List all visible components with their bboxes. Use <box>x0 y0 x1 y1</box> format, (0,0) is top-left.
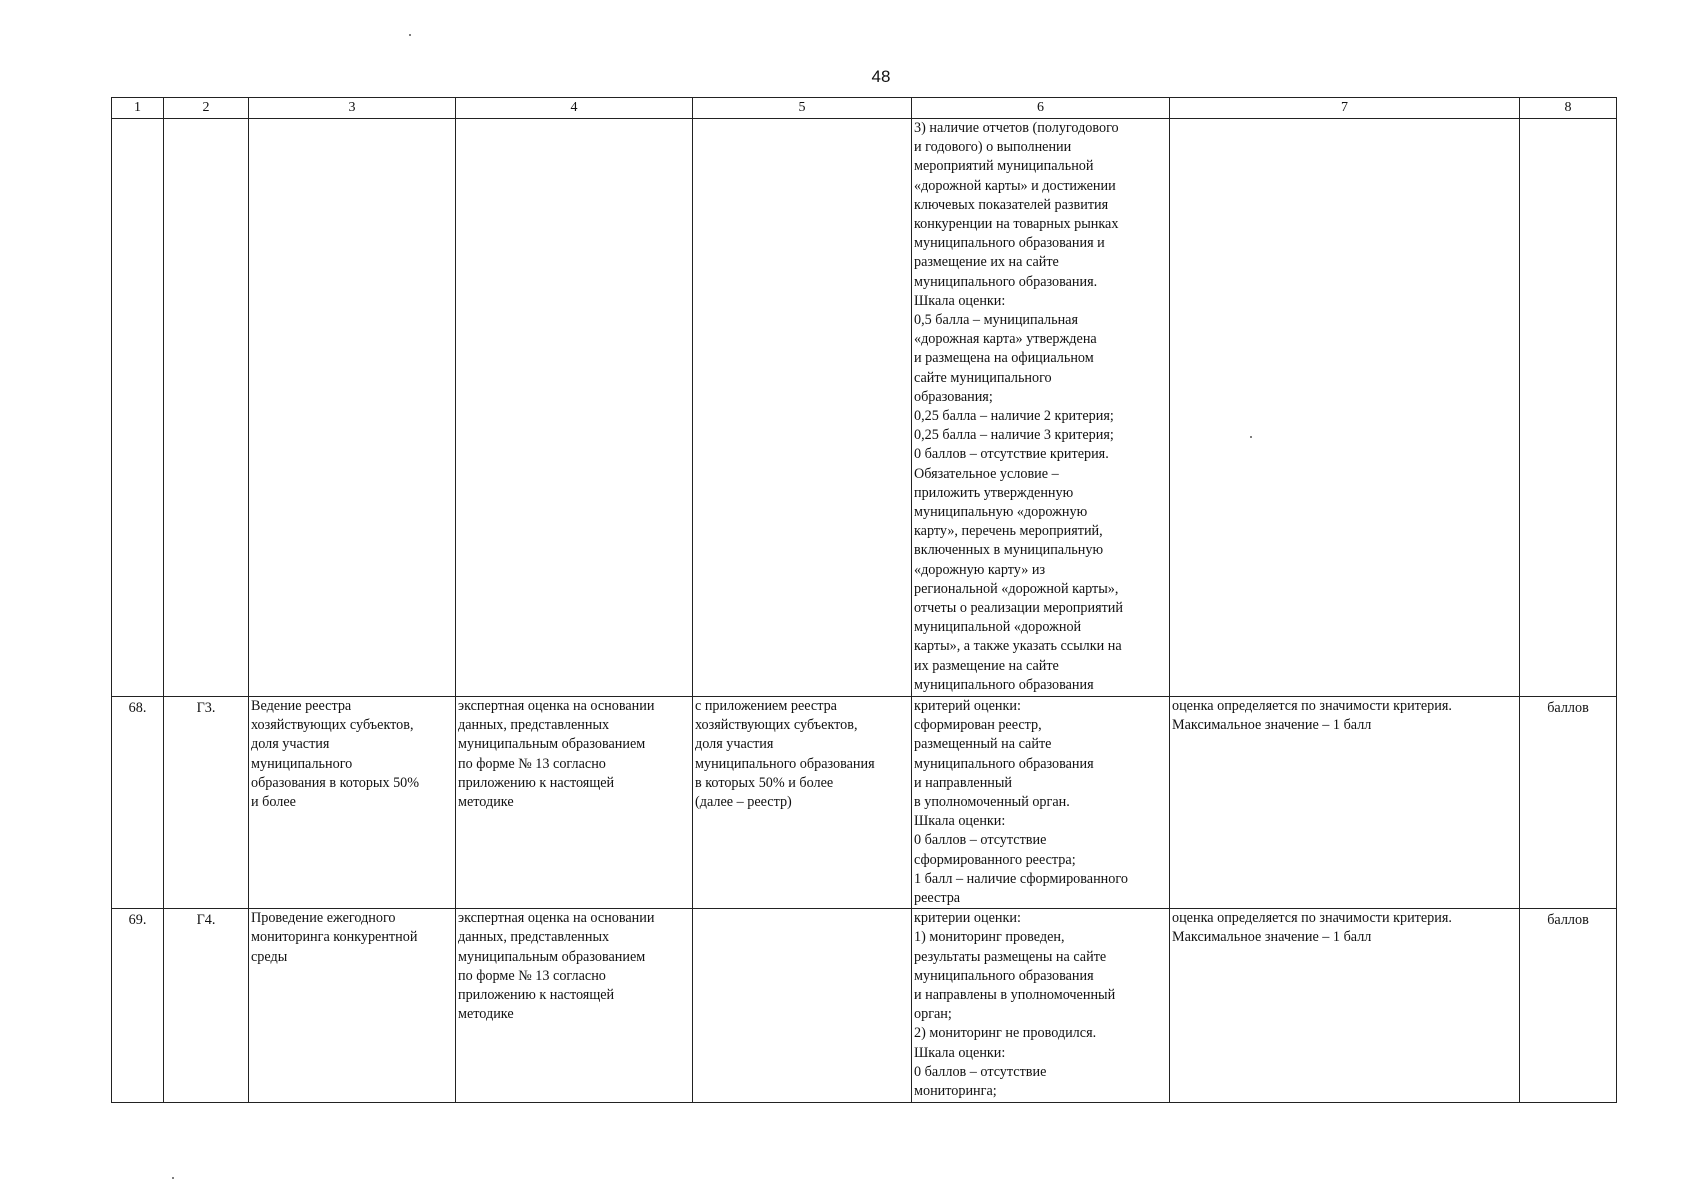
scan-speck <box>172 1177 174 1179</box>
cell-text-line: мониторинга конкурентной <box>251 929 418 946</box>
header-row <box>112 98 1617 119</box>
cell-text-line: по форме № 13 согласно <box>458 967 606 984</box>
confirmation-docs <box>693 909 912 1103</box>
cell-text-line: данных, представленных <box>458 717 610 734</box>
cell-text-line: хозяйствующих субъектов, <box>695 717 858 734</box>
row-number <box>112 119 164 697</box>
cell-text-line: 1 балл – наличие сформированного <box>914 870 1128 887</box>
unit: баллов <box>1520 909 1617 1103</box>
cell-text-line: муниципального образования <box>695 755 875 772</box>
cell-text-line: приложению к настоящей <box>458 774 615 791</box>
unit: баллов <box>1520 697 1617 909</box>
assessment-method <box>456 119 693 697</box>
cell-text-line: отчеты о реализации мероприятий <box>914 600 1123 617</box>
cell-text-line: методике <box>458 1006 514 1023</box>
cell-text-line: доля участия <box>251 736 330 753</box>
cell-text-line: приложить утвержденную <box>914 484 1074 501</box>
cell-text-line: сформирован реестр, <box>914 717 1042 734</box>
cell-text-line: результаты размещены на сайте <box>914 948 1107 965</box>
cell-text-line: мониторинга; <box>914 1083 997 1100</box>
cell-text-line: экспертная оценка на основании <box>458 910 655 927</box>
cell-text-line: доля участия <box>695 736 774 753</box>
cell-text-line: хозяйствующих субъектов, <box>251 717 414 734</box>
cell-text-line: 3) наличие отчетов (полугодового <box>914 120 1119 136</box>
criteria-table <box>111 97 1617 1103</box>
unit <box>1520 119 1617 697</box>
cell-text-line: по форме № 13 согласно <box>458 755 606 772</box>
scoring-rule <box>1170 697 1520 909</box>
cell-text-line: муниципального образования <box>914 676 1094 693</box>
cell-text-line: муниципального образования. <box>914 273 1098 290</box>
cell-text-line: 1) мониторинг проведен, <box>914 929 1065 946</box>
cell-text-line: сформированного реестра; <box>914 851 1076 868</box>
cell-text-line: 0 баллов – отсутствие <box>914 832 1047 849</box>
confirmation-docs <box>693 119 912 697</box>
row-code: Г4. <box>164 909 249 1103</box>
cell-text-line: муниципальную «дорожную <box>914 504 1088 521</box>
cell-text-line: «дорожную карту» из <box>914 561 1046 578</box>
header-col-4: 4 <box>456 98 693 119</box>
table-row <box>112 909 1617 1103</box>
cell-text-line: «дорожной карты» и достижении <box>914 177 1116 194</box>
cell-text-line: Ведение реестра <box>251 698 352 714</box>
scoring-rule <box>1170 119 1520 697</box>
cell-text-line: и направлены в уполномоченный <box>914 987 1116 1004</box>
scoring-rule <box>1170 909 1520 1103</box>
cell-text-line: муниципальной «дорожной <box>914 619 1082 636</box>
cell-text-line: в уполномоченный орган. <box>914 794 1070 811</box>
assessment-criteria <box>912 697 1170 909</box>
indicator-name <box>249 697 456 909</box>
indicator-name <box>249 119 456 697</box>
cell-text-line: и более <box>251 794 296 811</box>
cell-text-line: ключевых показателей развития <box>914 196 1109 213</box>
cell-text-line: сайте муниципального <box>914 369 1052 386</box>
cell-text-line: 0,25 балла – наличие 3 критерия; <box>914 427 1114 444</box>
cell-text-line: муниципального образования <box>914 755 1094 772</box>
cell-text-line: региональной «дорожной карты», <box>914 580 1119 597</box>
cell-text-line: Обязательное условие – <box>914 465 1059 482</box>
cell-text-line: карты», а также указать ссылки на <box>914 638 1122 655</box>
row-number: 68. <box>112 697 164 909</box>
cell-text-line: и направленный <box>914 774 1013 791</box>
cell-text-line: 0,25 балла – наличие 2 критерия; <box>914 408 1114 425</box>
cell-text-line: (далее – реестр) <box>695 794 792 811</box>
header-col-5: 5 <box>693 98 912 119</box>
cell-text-line: муниципальным образованием <box>458 736 646 753</box>
cell-text-line: мероприятий муниципальной <box>914 158 1094 175</box>
assessment-method <box>456 909 693 1103</box>
scan-speck <box>1250 436 1252 438</box>
cell-text-line: размещенный на сайте <box>914 736 1052 753</box>
table-row <box>112 119 1617 697</box>
cell-text-line: и годового) о выполнении <box>914 139 1072 156</box>
table-row <box>112 697 1617 909</box>
cell-text-line: муниципальным образованием <box>458 948 646 965</box>
header-col-7: 7 <box>1170 98 1520 119</box>
header-col-3: 3 <box>249 98 456 119</box>
header-col-1: 1 <box>112 98 164 119</box>
cell-text-line: Максимальное значение – 1 балл <box>1172 717 1372 734</box>
cell-text-line: оценка определяется по значимости критерия. <box>1172 698 1452 714</box>
cell-text-line: включенных в муниципальную <box>914 542 1104 559</box>
cell-text-line: Шкала оценки: <box>914 813 1006 830</box>
cell-text-line: экспертная оценка на основании <box>458 698 655 714</box>
cell-text-line: Шкала оценки: <box>914 1044 1006 1061</box>
cell-text-line: образования; <box>914 388 993 405</box>
cell-text-line: размещение их на сайте <box>914 254 1059 271</box>
cell-text-line: приложению к настоящей <box>458 987 615 1004</box>
cell-text-line: 0 баллов – отсутствие <box>914 1063 1047 1080</box>
cell-text-line: критерии оценки: <box>914 910 1021 927</box>
cell-text-line: «дорожная карта» утверждена <box>914 331 1097 348</box>
cell-text-line: 2) мониторинг не проводился. <box>914 1025 1097 1042</box>
cell-text-line: 0,5 балла – муниципальная <box>914 312 1078 329</box>
row-code <box>164 119 249 697</box>
row-number: 69. <box>112 909 164 1103</box>
cell-text-line: критерий оценки: <box>914 698 1021 714</box>
header-col-2: 2 <box>164 98 249 119</box>
cell-text-line: в которых 50% и более <box>695 774 834 791</box>
cell-text-line: оценка определяется по значимости критерия. <box>1172 910 1452 927</box>
cell-text-line: муниципального образования и <box>914 235 1105 252</box>
indicator-name <box>249 909 456 1103</box>
cell-text-line: конкуренции на товарных рынках <box>914 216 1119 233</box>
cell-text-line: муниципального образования <box>914 967 1094 984</box>
cell-text-line: 0 баллов – отсутствие критерия. <box>914 446 1109 463</box>
cell-text-line: методике <box>458 794 514 811</box>
cell-text-line: с приложением реестра <box>695 698 837 714</box>
assessment-method <box>456 697 693 909</box>
page-number: 48 <box>871 67 891 86</box>
assessment-criteria <box>912 119 1170 697</box>
confirmation-docs <box>693 697 912 909</box>
scan-speck <box>409 34 411 36</box>
header-col-6: 6 <box>912 98 1170 119</box>
cell-text-line: муниципального <box>251 755 353 772</box>
row-code: Г3. <box>164 697 249 909</box>
cell-text-line: данных, представленных <box>458 929 610 946</box>
header-col-8: 8 <box>1520 98 1617 119</box>
cell-text-line: их размещение на сайте <box>914 657 1059 674</box>
cell-text-line: среды <box>251 948 288 965</box>
cell-text-line: орган; <box>914 1006 952 1023</box>
assessment-criteria <box>912 909 1170 1103</box>
cell-text-line: Шкала оценки: <box>914 292 1006 309</box>
cell-text-line: Проведение ежегодного <box>251 910 396 927</box>
cell-text-line: Максимальное значение – 1 балл <box>1172 929 1372 946</box>
cell-text-line: и размещена на официальном <box>914 350 1094 367</box>
cell-text-line: карту», перечень мероприятий, <box>914 523 1103 540</box>
cell-text-line: реестра <box>914 890 961 907</box>
cell-text-line: образования в которых 50% <box>251 774 420 791</box>
